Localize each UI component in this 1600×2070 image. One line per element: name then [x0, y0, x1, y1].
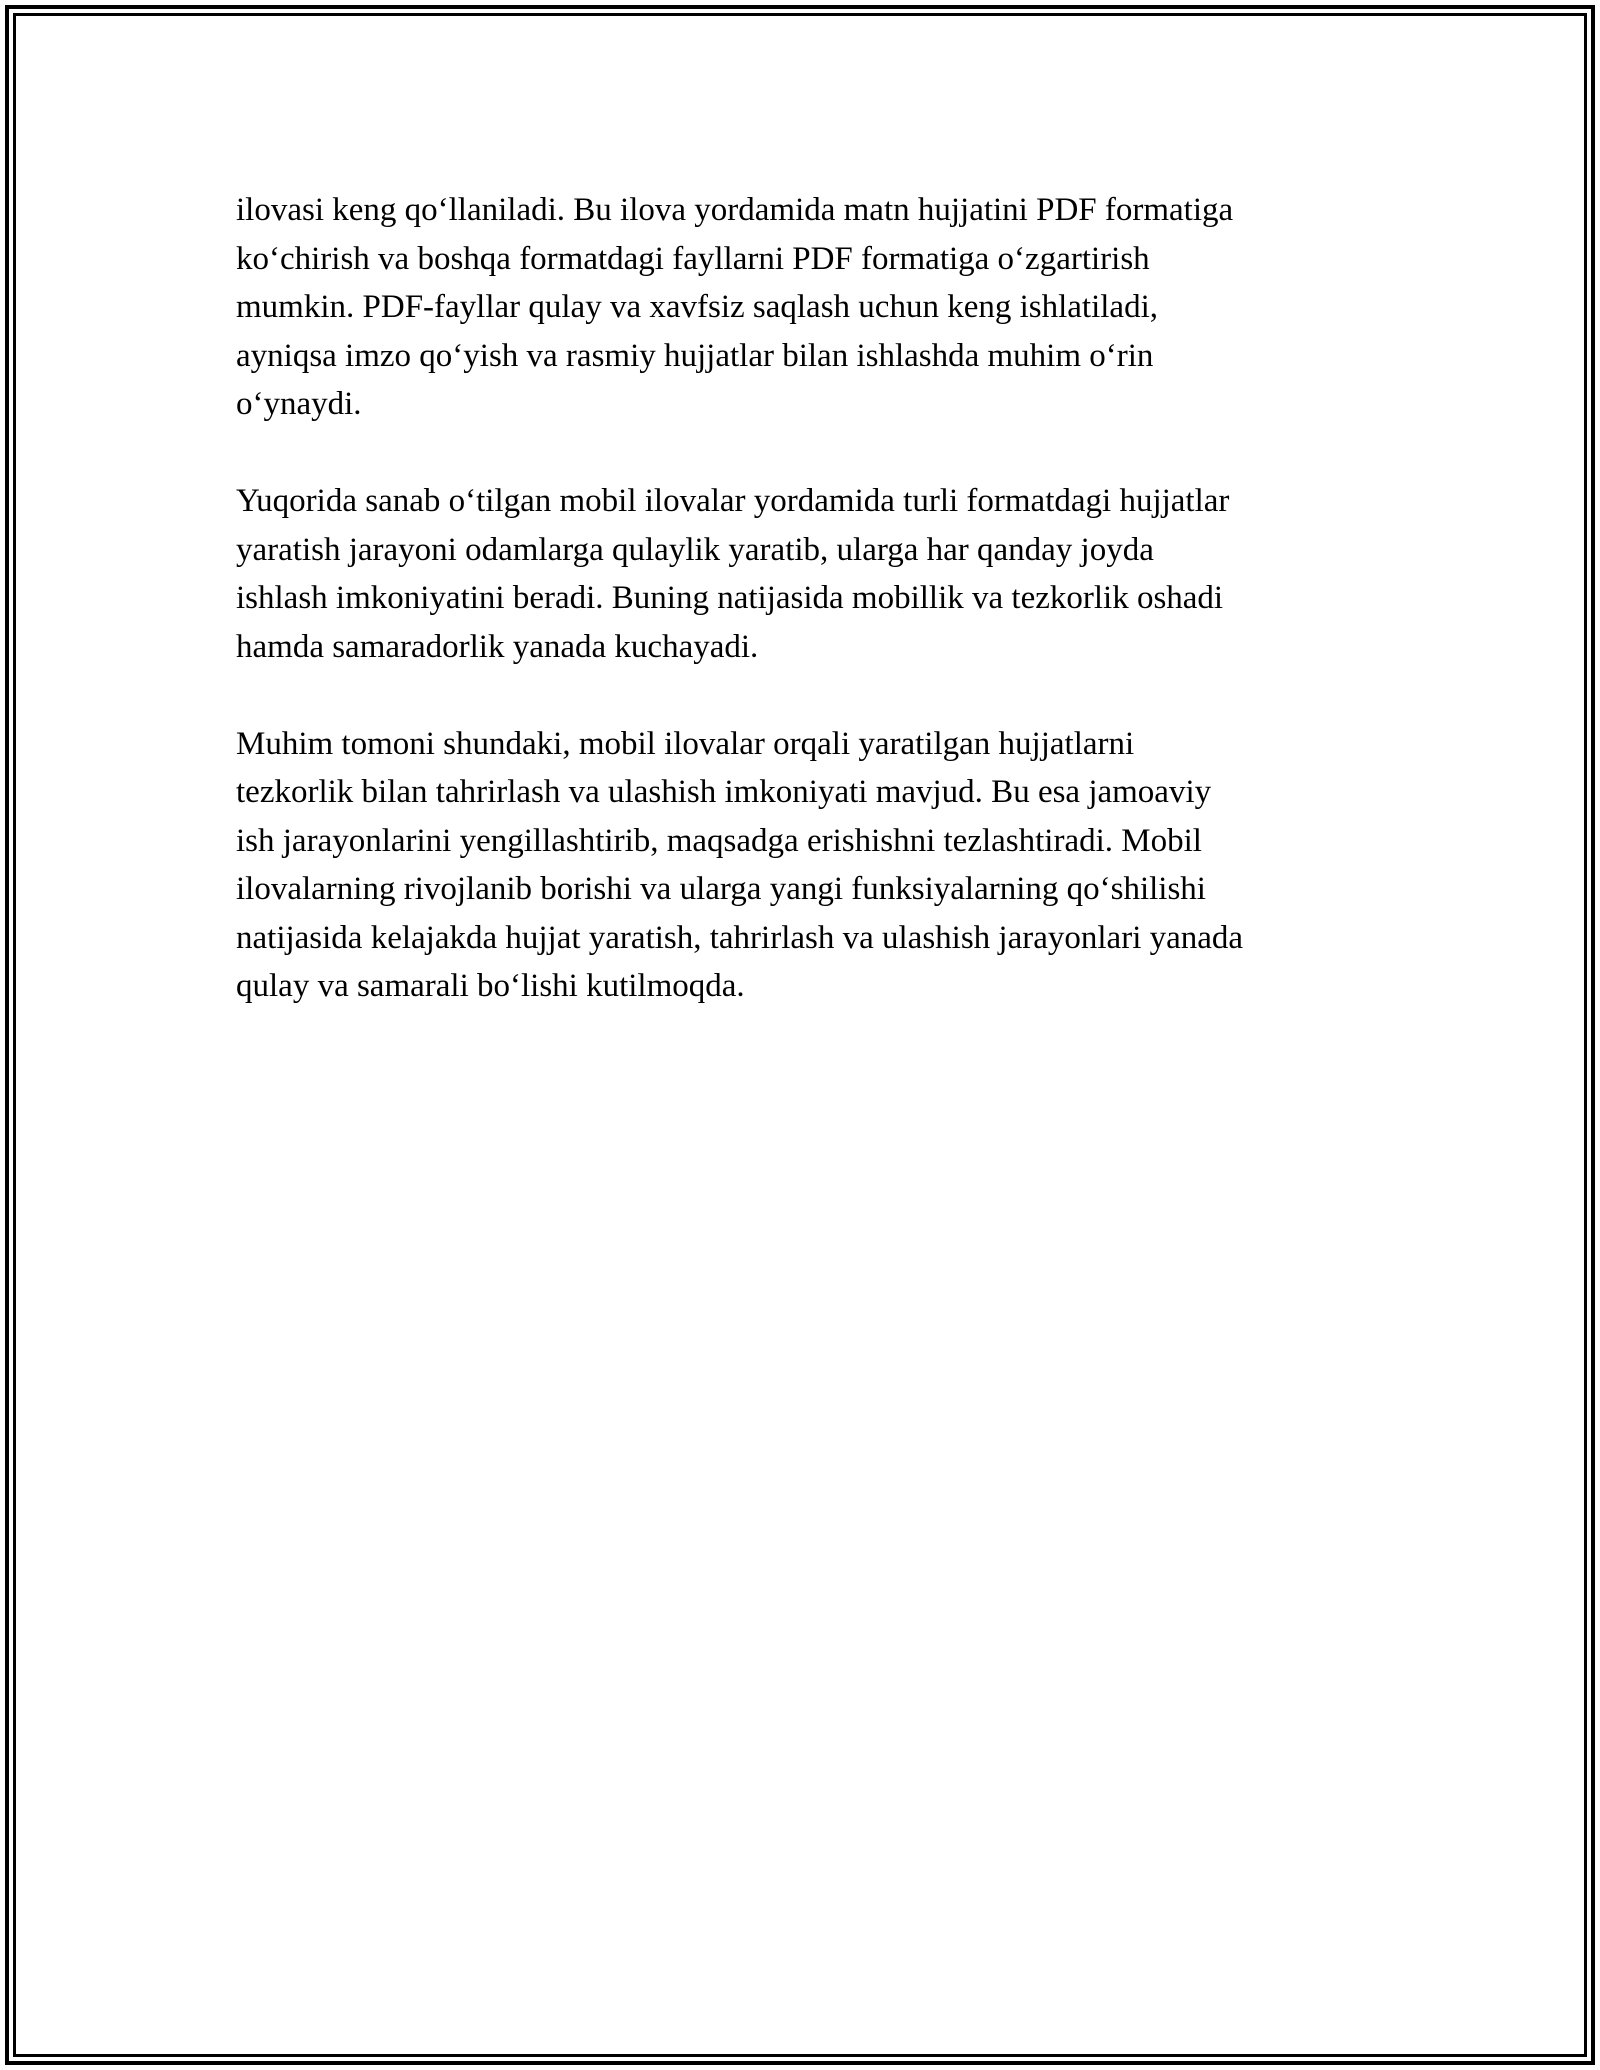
text-line: o‘ynaydi.: [236, 386, 362, 422]
text-line: ilovasi keng qo‘llaniladi. Bu ilova yordamida matn hujjatini PDF formatiga: [236, 192, 1234, 228]
text-line: ilovalarning rivojlanib borishi va ularga yangi funksiyalarning qo‘shilishi: [236, 871, 1206, 907]
text-line: hamda samaradorlik yanada kuchayadi.: [236, 628, 759, 665]
text-line: ish jarayonlarini yengillashtirib, maqsadga erishishni tezlashtiradi. Mobil: [236, 822, 1202, 859]
text-line: natijasida kelajakda hujjat yaratish, tahrirlash va ulashish jarayonlari yanada: [236, 919, 1244, 956]
text-line: tezkorlik bilan tahrirlash va ulashish imkoniyati mavjud. Bu esa jamoaviy: [236, 774, 1212, 810]
text-line: Yuqorida sanab o‘tilgan mobil ilovalar yordamida turli formatdagi hujjatlar: [236, 483, 1230, 519]
text-line: ayniqsa imzo qo‘yish va rasmiy hujjatlar bilan ishlashda muhim o‘rin: [236, 337, 1154, 374]
paragraph-pdf-apps: [236, 186, 1366, 429]
paragraph-mobile-convenience: [236, 477, 1366, 671]
text-line: mumkin. PDF-fayllar qulay va xavfsiz saqlash uchun keng ishlatiladi,: [236, 289, 1158, 325]
text-line: yaratish jarayoni odamlarga qulaylik yaratib, ularga har qanday joyda: [236, 531, 1154, 568]
document-body: [236, 186, 1366, 1059]
text-line: ishlash imkoniyatini beradi. Buning natijasida mobillik va tezkorlik oshadi: [236, 580, 1224, 616]
text-line: qulay va samarali bo‘lishi kutilmoqda.: [236, 968, 745, 1004]
text-line: ko‘chirish va boshqa formatdagi fayllarni PDF formatiga o‘zgartirish: [236, 240, 1150, 277]
text-line: Muhim tomoni shundaki, mobil ilovalar orqali yaratilgan hujjatlarni: [236, 725, 1135, 762]
paragraph-editing-sharing: [236, 720, 1366, 1011]
